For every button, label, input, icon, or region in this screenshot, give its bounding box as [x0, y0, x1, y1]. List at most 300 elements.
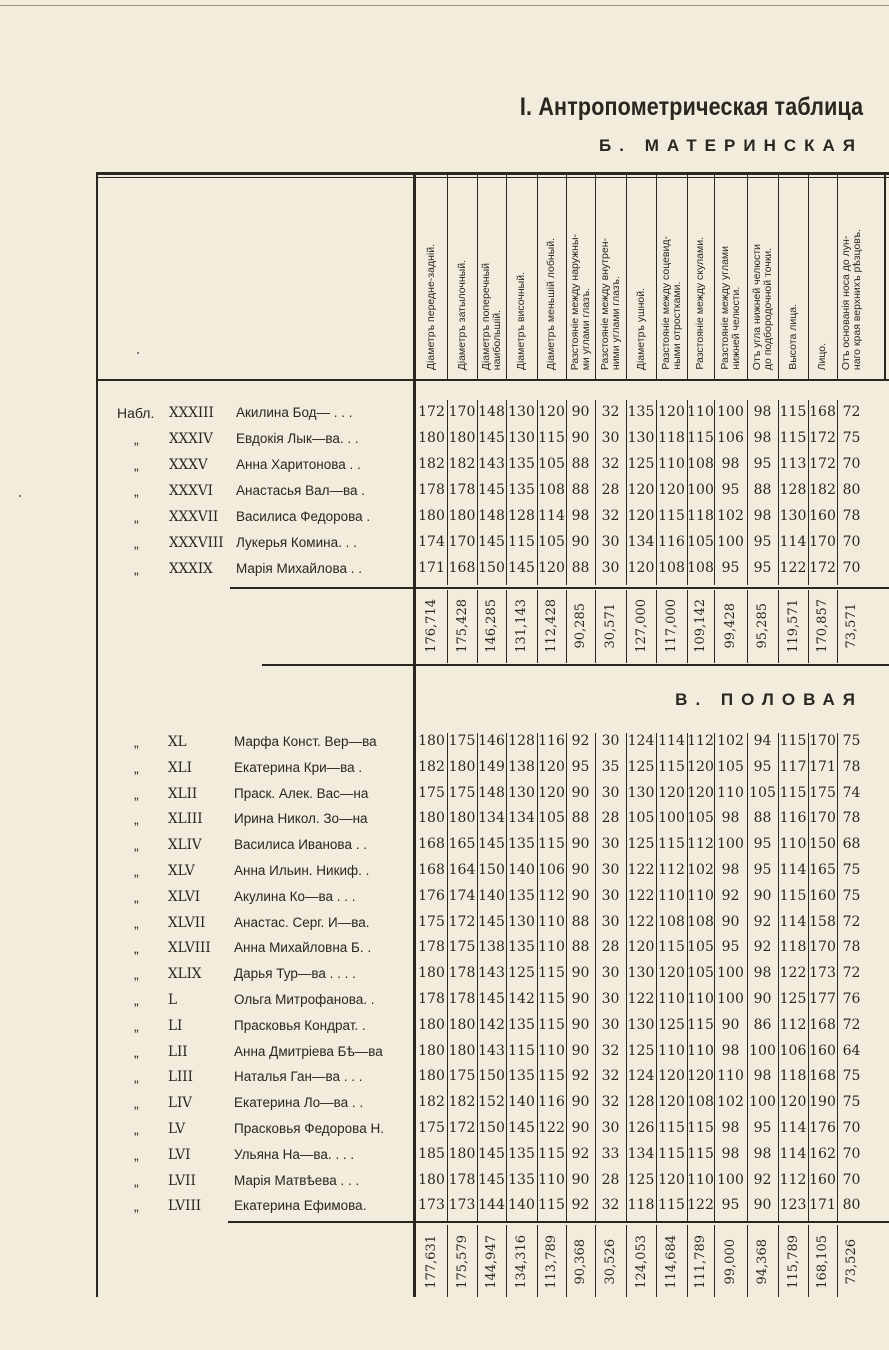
cell-value: 175 [448, 1068, 476, 1085]
cell-value: 168 [809, 1068, 836, 1085]
cell-value: 30 [601, 836, 620, 853]
row-number: XXXVIII [169, 535, 224, 551]
cell-value: 28 [601, 939, 620, 956]
table-row [0, 837, 889, 863]
cell-value: 165 [448, 836, 476, 853]
cell-value: 32 [601, 508, 620, 524]
cell-value: 172 [448, 1120, 476, 1136]
cell-value: 78 [842, 810, 861, 827]
cell-value: 120 [627, 482, 655, 498]
cell-value: 150 [478, 560, 505, 576]
cell-value: 75 [842, 887, 861, 904]
row-prefix: „ [134, 431, 139, 447]
column-header-label: Разстояніе между наружны- ми углами глазъ. [568, 233, 592, 370]
cell-value: 70 [842, 456, 861, 472]
cell-value: 168 [448, 560, 476, 576]
cell-value: 115 [508, 1042, 535, 1059]
cell-value: 175 [448, 733, 476, 749]
cell-value: 120 [658, 404, 685, 420]
cell-value: 106 [538, 862, 565, 878]
row-prefix: „ [134, 940, 139, 957]
cell-value: 105 [687, 534, 714, 550]
cell-value: 180 [448, 758, 476, 775]
column-header [506, 180, 537, 370]
cell-value: 125 [627, 456, 655, 472]
cell-value: 115 [687, 1120, 714, 1136]
maternal-average-value: 131,143 [514, 599, 529, 653]
cell-value: 135 [508, 1145, 535, 1162]
cell-value: 182 [809, 482, 836, 498]
cell-value: 100 [658, 810, 685, 827]
cell-value: 180 [418, 1068, 445, 1085]
column-header-label: Разстояніе между внутрен- ними углами глазъ. [598, 237, 622, 370]
cell-value: 180 [418, 965, 445, 982]
row-number: XLI [168, 759, 192, 776]
cell-value: 100 [687, 482, 714, 498]
row-number: LVII [168, 1172, 196, 1189]
cell-value: 95 [753, 534, 772, 550]
cell-value: 118 [627, 1197, 655, 1214]
cell-value: 98 [721, 1120, 740, 1136]
cell-value: 150 [478, 1120, 505, 1136]
row-number: XLVII [168, 914, 206, 931]
cell-value: 182 [418, 758, 445, 775]
cell-value: 143 [478, 1042, 505, 1059]
cell-value: 110 [538, 1042, 565, 1059]
cell-value: 75 [842, 430, 861, 446]
column-header-label: Діаметръ височный. [515, 271, 527, 370]
cell-value: 122 [779, 965, 807, 982]
maternal-average-cell [808, 590, 837, 662]
cell-value: 75 [842, 1094, 861, 1111]
cell-value: 110 [717, 1068, 744, 1085]
cell-value: 98 [721, 1145, 740, 1162]
sexual-average-cell [747, 1226, 778, 1298]
column-header-label: Діаметръ ушной. [634, 287, 647, 370]
maternal-average-value: 112,428 [544, 599, 559, 653]
cell-value: 176 [418, 887, 445, 904]
cell-value: 32 [601, 404, 620, 420]
cell-value: 160 [809, 508, 836, 524]
sexual-average-cell [566, 1226, 595, 1298]
cell-value: 30 [601, 913, 620, 930]
cell-value: 70 [842, 1145, 861, 1162]
maternal-average-value: 127,000 [633, 599, 649, 653]
cell-value: 75 [842, 733, 861, 749]
maternal-average-cell [687, 590, 714, 662]
cell-value: 180 [418, 1042, 445, 1059]
maternal-rows-bottom-rule [230, 587, 889, 589]
cell-value: 95 [721, 482, 740, 498]
maternal-average-value: 90,285 [573, 603, 588, 649]
cell-value: 135 [508, 887, 535, 904]
cell-value: 90 [571, 836, 590, 853]
sexual-average-cell [447, 1226, 477, 1298]
cell-value: 115 [538, 1145, 565, 1162]
cell-value: 70 [842, 1120, 861, 1136]
row-prefix: „ [134, 734, 139, 750]
row-number: XL [168, 734, 187, 750]
cell-value: 117 [779, 758, 807, 775]
cell-value: 173 [418, 1197, 445, 1214]
sexual-average-cell [714, 1226, 747, 1298]
cell-value: 110 [538, 939, 565, 956]
column-header [656, 180, 687, 370]
cell-value: 145 [478, 534, 505, 550]
cell-value: 32 [601, 1042, 620, 1059]
cell-value: 180 [418, 508, 445, 524]
table-row [0, 405, 889, 431]
row-prefix: „ [134, 759, 139, 776]
cell-value: 28 [601, 810, 620, 827]
table-row [0, 457, 889, 483]
cell-value: 135 [508, 836, 535, 853]
column-header [595, 180, 626, 370]
cell-value: 125 [508, 965, 535, 982]
cell-value: 88 [753, 810, 772, 827]
cell-value: 145 [478, 1145, 505, 1162]
sexual-average-cell [416, 1226, 447, 1298]
cell-value: 90 [571, 1042, 590, 1059]
cell-value: 115 [658, 758, 685, 775]
cell-value: 138 [508, 758, 535, 775]
cell-value: 105 [627, 810, 655, 827]
column-header [566, 180, 595, 370]
cell-value: 90 [571, 965, 590, 982]
cell-value: 118 [687, 508, 714, 524]
cell-value: 180 [418, 810, 445, 827]
cell-value: 118 [779, 939, 807, 956]
sexual-average-cell [687, 1226, 714, 1298]
cell-value: 30 [601, 1016, 620, 1033]
cell-value: 98 [721, 1042, 740, 1059]
column-header [447, 180, 477, 370]
row-number: LI [168, 1017, 183, 1034]
cell-value: 130 [779, 508, 807, 524]
cell-value: 115 [658, 939, 685, 956]
table-row [0, 760, 889, 786]
cell-value: 175 [418, 1120, 445, 1136]
column-header [477, 180, 506, 370]
row-prefix: „ [134, 785, 139, 802]
cell-value: 190 [809, 1094, 836, 1111]
cell-value: 145 [508, 1120, 535, 1136]
cell-value: 105 [749, 784, 776, 801]
cell-value: 100 [717, 1171, 744, 1188]
cell-value: 122 [627, 991, 655, 1007]
cell-value: 115 [687, 1016, 714, 1033]
table-row [0, 1095, 889, 1121]
cell-value: 108 [658, 560, 685, 576]
maternal-average-value: 73,571 [844, 603, 859, 649]
cell-value: 143 [478, 965, 505, 982]
row-prefix: „ [134, 535, 139, 551]
cell-value: 30 [601, 784, 620, 801]
table-row [0, 1147, 889, 1173]
cell-value: 74 [842, 784, 861, 801]
sexual-average-value: 99,000 [723, 1239, 738, 1285]
maternal-average-cell [778, 590, 808, 662]
cell-value: 125 [627, 758, 655, 775]
row-number: XXXVI [169, 483, 213, 499]
cell-value: 178 [448, 482, 476, 498]
sexual-average-cell [506, 1226, 537, 1298]
cell-value: 115 [508, 534, 535, 550]
cell-value: 182 [418, 456, 445, 472]
cell-value: 108 [687, 913, 714, 930]
cell-value: 175 [448, 784, 476, 801]
cell-value: 115 [538, 991, 565, 1007]
cell-value: 175 [448, 939, 476, 956]
cell-value: 168 [418, 862, 445, 878]
cell-value: 174 [418, 534, 445, 550]
row-name: Евдокія Лык—ва. . . [236, 431, 359, 446]
cell-value: 120 [687, 758, 714, 775]
cell-value: 68 [842, 836, 861, 853]
cell-value: 70 [842, 534, 861, 550]
cell-value: 115 [658, 1120, 685, 1136]
row-number: XLV [168, 863, 195, 879]
cell-value: 172 [809, 456, 836, 472]
right-border [884, 175, 886, 380]
column-header [626, 180, 656, 370]
cell-value: 88 [571, 913, 590, 930]
maternal-average-cell [595, 590, 626, 662]
cell-value: 110 [687, 1171, 714, 1188]
cell-value: 168 [809, 404, 836, 420]
cell-value: 72 [842, 913, 861, 930]
column-header [687, 180, 714, 370]
row-number: LVI [168, 1146, 191, 1163]
cell-value: 170 [809, 534, 836, 550]
cell-value: 98 [753, 1145, 772, 1162]
maternal-average-cell [626, 590, 656, 662]
cell-value: 115 [779, 887, 807, 904]
cell-value: 116 [538, 1094, 565, 1111]
column-header-label: Разстояніе между углами нижней челюсти. [718, 246, 742, 370]
cell-value: 144 [478, 1197, 505, 1214]
column-header-label: Діаметръ передне-задній. [425, 243, 437, 370]
table-row [0, 483, 889, 509]
cell-value: 123 [779, 1197, 807, 1214]
cell-value: 105 [687, 965, 714, 982]
cell-value: 32 [601, 1068, 620, 1085]
cell-value: 180 [448, 1016, 476, 1033]
cell-value: 145 [478, 913, 505, 930]
maternal-average-cell [477, 590, 506, 662]
cell-value: 28 [601, 482, 620, 498]
table-row [0, 535, 889, 561]
cell-value: 130 [508, 404, 535, 420]
row-number: XLVIII [168, 940, 211, 957]
cell-value: 118 [779, 1068, 807, 1085]
column-header [808, 180, 837, 370]
cell-value: 64 [842, 1042, 861, 1059]
row-name: Екатерина Кри—ва . [234, 759, 363, 775]
row-name: Дарья Тур—ва . . . . [234, 966, 356, 982]
cell-value: 149 [478, 758, 505, 775]
cell-value: 125 [627, 1042, 655, 1059]
cell-value: 160 [809, 1042, 836, 1059]
cell-value: 182 [418, 1094, 445, 1111]
sexual-average-cell [477, 1226, 506, 1298]
cell-value: 115 [538, 1197, 565, 1214]
sexual-average-cell [537, 1226, 566, 1298]
cell-value: 95 [721, 939, 740, 956]
cell-value: 95 [753, 836, 772, 853]
cell-value: 78 [842, 758, 861, 775]
cell-value: 28 [601, 1171, 620, 1188]
sexual-average-value: 73,526 [844, 1239, 859, 1285]
maternal-average-value: 117,000 [664, 599, 679, 653]
cell-value: 100 [717, 991, 744, 1007]
cell-value: 148 [478, 784, 505, 801]
row-prefix: „ [134, 1172, 139, 1189]
row-name: Екатерина Ефимова. [234, 1198, 367, 1214]
maternal-average-cell [714, 590, 747, 662]
table-row [0, 992, 889, 1018]
cell-value: 115 [658, 1145, 685, 1162]
cell-value: 98 [721, 456, 740, 472]
cell-value: 134 [627, 1145, 655, 1162]
cell-value: 114 [658, 733, 685, 749]
row-name: Анна Ильин. Никиф. . [234, 863, 370, 878]
cell-value: 70 [842, 560, 861, 576]
cell-value: 98 [753, 508, 772, 524]
maternal-average-cell [837, 590, 866, 662]
cell-value: 98 [753, 430, 772, 446]
header-bottom-rule [96, 379, 889, 381]
cell-value: 102 [717, 733, 744, 749]
cell-value: 178 [448, 965, 476, 982]
cell-value: 140 [508, 1197, 535, 1214]
row-number: XLVI [168, 888, 201, 905]
cell-value: 90 [571, 887, 590, 904]
row-name: Анна Дмитріева Бѣ—ва [234, 1043, 383, 1059]
cell-value: 112 [687, 836, 714, 853]
cell-value: 180 [418, 1016, 445, 1033]
cell-value: 135 [627, 404, 655, 420]
maternal-average-value: 175,428 [454, 599, 470, 653]
cell-value: 122 [538, 1120, 565, 1136]
cell-value: 90 [571, 862, 590, 878]
sexual-average-value: 111,789 [693, 1235, 708, 1289]
cell-value: 130 [627, 430, 655, 446]
maternal-average-value: 30,571 [603, 603, 618, 649]
cell-value: 116 [779, 810, 807, 827]
row-name: Ульяна На—ва. . . . [234, 1146, 355, 1162]
row-name: Екатерина Ло—ва . . [234, 1095, 364, 1111]
row-name: Василиса Федорова . [236, 509, 371, 524]
cell-value: 78 [842, 939, 861, 956]
cell-value: 172 [809, 430, 836, 446]
cell-value: 130 [508, 430, 535, 446]
cell-value: 92 [571, 1197, 590, 1214]
cell-value: 110 [538, 913, 565, 930]
cell-value: 135 [508, 1171, 535, 1188]
table-top-rule-thin [96, 177, 889, 178]
row-prefix: „ [134, 914, 139, 931]
row-prefix: „ [134, 837, 139, 854]
cell-value: 150 [478, 1068, 505, 1085]
cell-value: 172 [448, 913, 476, 930]
cell-value: 115 [779, 430, 807, 446]
row-number: LII [168, 1043, 188, 1060]
cell-value: 125 [627, 836, 655, 853]
cell-value: 110 [779, 836, 807, 853]
cell-value: 70 [842, 1171, 861, 1188]
cell-value: 102 [717, 1094, 744, 1111]
row-name: Василиса Иванова . . [234, 837, 367, 853]
ink-dot [137, 352, 139, 354]
sexual-average-cell [656, 1226, 687, 1298]
column-header [714, 180, 747, 370]
cell-value: 140 [478, 887, 505, 904]
row-name: Марія Матвѣева . . . [234, 1172, 360, 1188]
row-number: LVIII [168, 1198, 202, 1215]
cell-value: 148 [478, 508, 505, 524]
cell-value: 160 [809, 1171, 836, 1188]
sexual-average-value: 114,684 [664, 1235, 679, 1289]
cell-value: 115 [779, 784, 807, 801]
cell-value: 182 [448, 1094, 476, 1111]
cell-value: 134 [627, 534, 655, 550]
cell-value: 116 [538, 733, 565, 749]
table-row [0, 1121, 889, 1147]
cell-value: 88 [571, 456, 590, 472]
cell-value: 102 [687, 862, 714, 878]
cell-value: 173 [448, 1197, 476, 1214]
cell-value: 95 [753, 758, 772, 775]
cell-value: 92 [571, 1068, 590, 1085]
sexual-average-cell [837, 1226, 866, 1298]
cell-value: 32 [601, 456, 620, 472]
sexual-rows-bottom-rule [228, 1221, 889, 1223]
cell-value: 108 [687, 456, 714, 472]
cell-value: 90 [571, 1171, 590, 1188]
cell-value: 138 [478, 939, 505, 956]
cell-value: 120 [538, 404, 565, 420]
row-name: Праск. Алек. Вас—на [234, 785, 369, 801]
row-number: XLIX [168, 966, 202, 983]
maternal-average-value: 146,285 [484, 599, 499, 653]
maternal-average-value: 119,571 [785, 599, 801, 653]
cell-value: 128 [779, 482, 807, 498]
cell-value: 108 [687, 560, 714, 576]
cell-value: 168 [809, 1016, 836, 1033]
cell-value: 120 [658, 1171, 685, 1188]
column-header-label: Лицо. [816, 342, 828, 370]
cell-value: 72 [842, 404, 861, 420]
cell-value: 88 [571, 810, 590, 827]
cell-value: 180 [448, 1042, 476, 1059]
cell-value: 100 [717, 404, 744, 420]
column-header [778, 180, 808, 370]
cell-value: 113 [779, 456, 807, 472]
row-prefix: „ [134, 1069, 139, 1086]
sexual-average-value: 113,789 [544, 1235, 559, 1289]
cell-value: 114 [779, 1145, 807, 1162]
cell-value: 90 [571, 991, 590, 1007]
cell-value: 110 [658, 456, 685, 472]
table-row [0, 889, 889, 915]
cell-value: 115 [779, 404, 807, 420]
cell-value: 110 [658, 887, 685, 904]
maternal-average-value: 95,285 [755, 603, 770, 649]
row-prefix: „ [134, 811, 139, 828]
cell-value: 112 [658, 862, 685, 878]
cell-value: 110 [658, 991, 685, 1007]
